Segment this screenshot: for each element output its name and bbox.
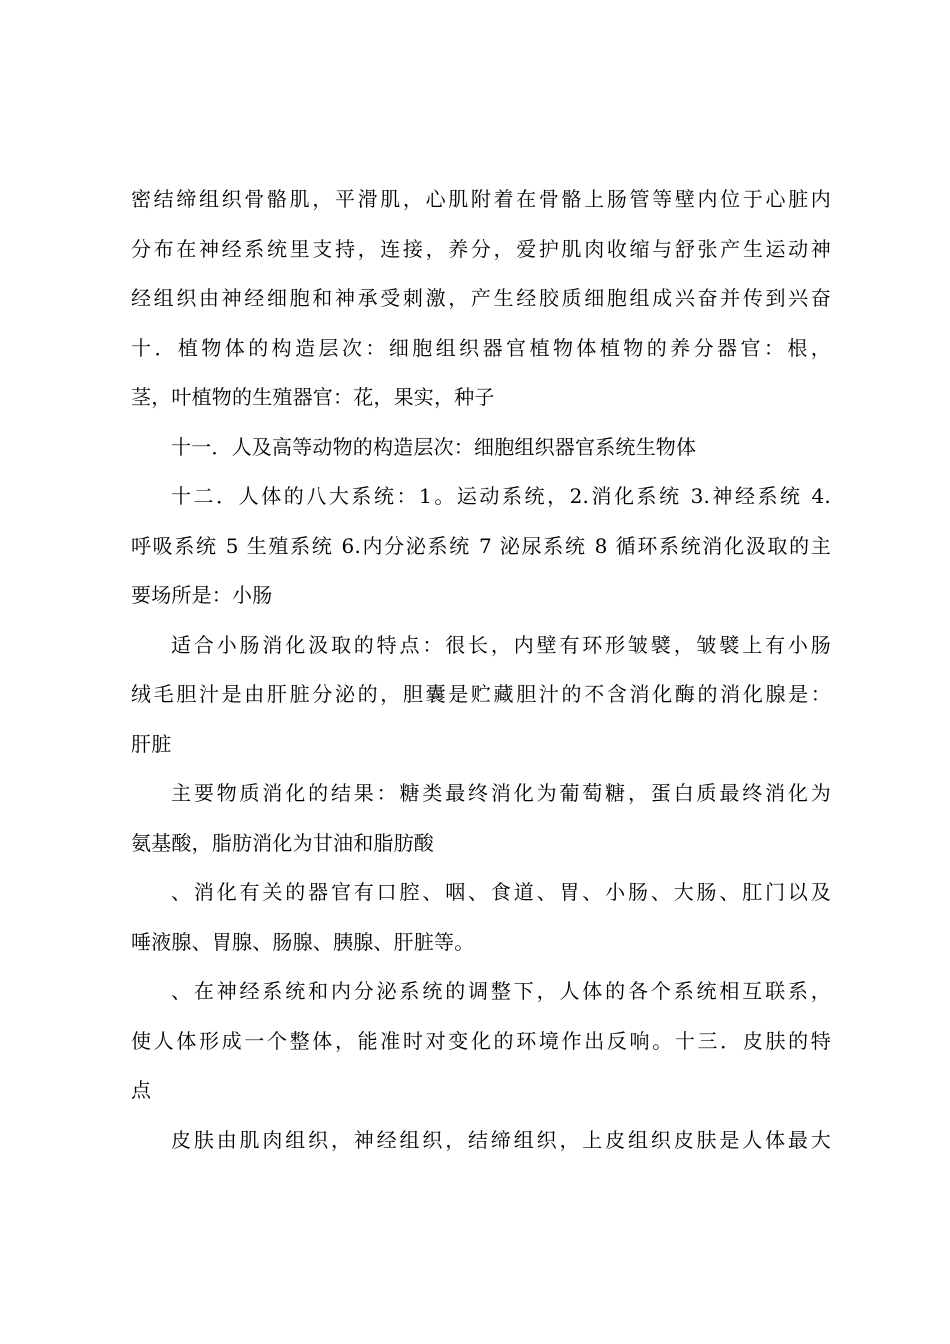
text-line: 要场所是：小肠: [131, 583, 273, 607]
text-line: 十．植物体的构造层次：细胞组织器官植物体植物的养分器官：根，: [131, 335, 831, 360]
text-line: 主要物质消化的结果：糖类最终消化为葡萄糖，蛋白质最终消化为: [171, 781, 831, 805]
text-line: 呼吸系统 5 生殖系统 6.内分泌系统 7 泌尿系统 8 循环系统消化汲取的主: [131, 533, 831, 558]
text-line: 绒毛胆汁是由肝脏分泌的，胆囊是贮藏胆汁的不含消化酶的消化腺是：: [131, 682, 831, 706]
text-line: 适合小肠消化汲取的特点：很长，内壁有环形皱襞，皱襞上有小肠: [171, 632, 831, 657]
text-line: 密结缔组织骨骼肌，平滑肌，心肌附着在骨骼上肠管等壁内位于心脏内: [131, 187, 831, 211]
text-line: 肝脏: [131, 731, 172, 756]
text-line: 、消化有关的器官有口腔、咽、食道、胃、小肠、大肠、肛门以及: [171, 880, 831, 904]
text-line: 经组织由神经细胞和神承受刺激，产生经胶质细胞组成兴奋并传到兴奋: [131, 286, 831, 310]
document-body: [131, 183, 831, 1173]
text-line: 、在神经系统和内分泌系统的调整下，人体的各个系统相互联系，: [171, 979, 831, 1003]
text-line: 唾液腺、胃腺、肠腺、胰腺、肝脏等。: [131, 929, 475, 954]
text-line: 茎，叶植物的生殖器官：花，果实，种子: [131, 385, 495, 409]
text-line: 点: [131, 1078, 152, 1102]
text-line: 皮肤由肌肉组织，神经组织，结缔组织，上皮组织皮肤是人体最大: [171, 1127, 831, 1152]
text-line: 十一．人及高等动物的构造层次：细胞组织器官系统生物体: [171, 434, 697, 459]
text-line: 氨基酸，脂肪消化为甘油和脂肪酸: [131, 830, 434, 855]
text-line: 十二．人体的八大系统：1。运动系统，2.消化系统 3.神经系统 4.: [171, 484, 831, 508]
text-line: 分布在神经系统里支持，连接，养分，爱护肌肉收缩与舒张产生运动神: [131, 236, 831, 261]
text-line: 使人体形成一个整体，能准时对变化的环境作出反响。十三．皮肤的特: [131, 1028, 831, 1053]
